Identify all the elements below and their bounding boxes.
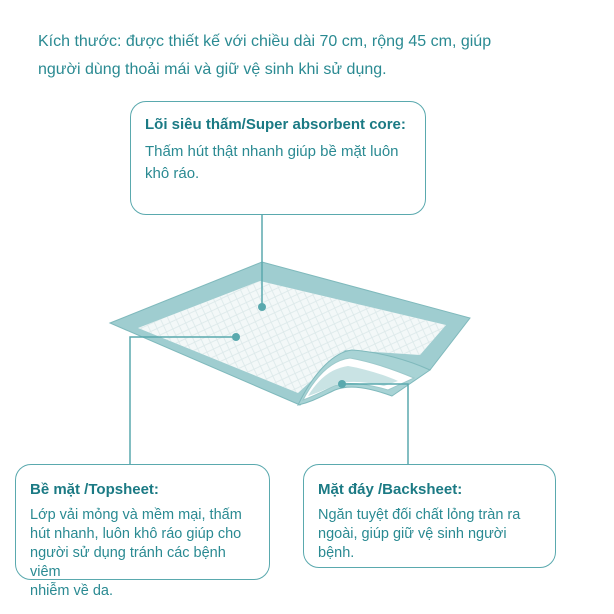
- topsheet-title: Bề mặt /Topsheet:: [30, 481, 159, 498]
- topsheet-line-2: hút nhanh, luôn khô ráo giúp cho: [30, 526, 242, 542]
- backsheet-title: Mặt đáy /Backsheet:: [318, 481, 463, 498]
- core-connector-dot: [258, 303, 266, 311]
- core-title: Lõi siêu thấm/Super absorbent core:: [145, 116, 406, 133]
- core-line-1: Thấm hút thật nhanh giúp bề mặt luôn: [145, 143, 399, 160]
- topsheet-callout: [15, 464, 270, 599]
- backsheet-callout: [303, 464, 556, 568]
- backsheet-description: [318, 506, 543, 563]
- core-description: [145, 141, 411, 185]
- core-callout: [130, 101, 426, 215]
- topsheet-line-4: nhiễm về da.: [30, 583, 114, 599]
- topsheet-line-3: người sử dụng tránh các bệnh viêm: [30, 545, 226, 580]
- intro-line-2: người dùng thoải mái và giữ vệ sinh khi sử dụng.: [38, 61, 387, 78]
- backsheet-line-3: bệnh.: [318, 545, 355, 561]
- backsheet-line-1: Ngăn tuyệt đối chất lỏng tràn ra: [318, 507, 521, 523]
- backsheet-connector-line: [342, 384, 408, 464]
- topsheet-line-1: Lớp vải mỏng và mềm mại, thấm: [30, 507, 242, 523]
- topsheet-description: [30, 506, 257, 601]
- core-line-2: khô ráo.: [145, 165, 200, 182]
- intro-line-1: Kích thước: được thiết kế với chiều dài 70 cm, rộng 45 cm, giúp: [38, 33, 492, 50]
- backsheet-line-2: ngoài, giúp giữ vệ sinh người: [318, 526, 507, 542]
- backsheet-connector-dot: [338, 380, 346, 388]
- topsheet-connector-dot: [232, 333, 240, 341]
